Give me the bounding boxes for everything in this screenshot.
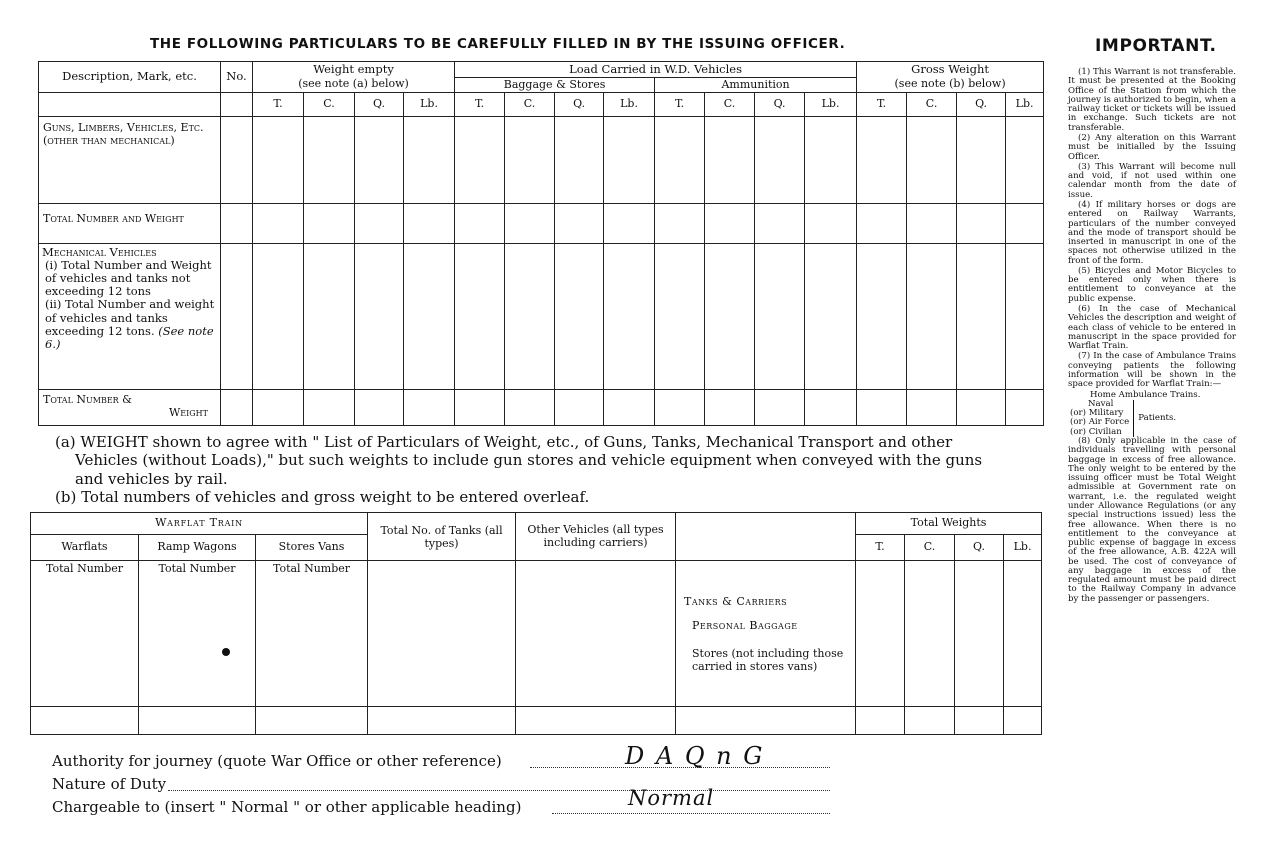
weight-categories: [676, 561, 856, 707]
col-description: Description, Mark, etc.: [39, 62, 221, 93]
unit-t: T.: [655, 93, 705, 117]
total-2-line2: Weight: [168, 406, 208, 420]
unit-q: Q.: [955, 535, 1004, 561]
unit-lb: Lb.: [1006, 93, 1044, 117]
stores-vans-total-label: Total Number: [272, 562, 351, 575]
unit-t: T.: [455, 93, 505, 117]
row-label-total-2: [39, 390, 221, 426]
col-no: No.: [221, 62, 253, 93]
particulars-table: [38, 61, 1044, 426]
authority-handwriting: D A Q n G: [625, 742, 765, 770]
warflats-header: Warflats: [31, 535, 139, 561]
unit-c: C.: [304, 93, 355, 117]
chargeable-label: Chargeable to (insert " Normal " or other applicable heading): [52, 798, 522, 816]
unit-c: C.: [705, 93, 755, 117]
ramp-wagons-header: Ramp Wagons: [139, 535, 256, 561]
note-a-line3: and vehicles by rail.: [75, 469, 228, 488]
unit-q: Q.: [957, 93, 1006, 117]
important-note-2: (2) Any alteration on this Warrant must be initialled by the Issuing Officer.: [1068, 132, 1236, 162]
unit-t: T.: [857, 93, 907, 117]
other-vehicles-header: Other Vehicles (all types including carriers): [516, 513, 676, 561]
important-note-7: (7) In the case of Ambulance Trains conveying patients the following information will be shown in the space provided for Warflat Train:—: [1068, 351, 1236, 390]
unit-lb: Lb.: [404, 93, 455, 117]
form-heading: THE FOLLOWING PARTICULARS TO BE CAREFULLY FILLED IN BY THE ISSUING OFFICER.: [150, 36, 846, 52]
ink-dot: [222, 648, 230, 656]
unit-c: C.: [505, 93, 555, 117]
unit-lb: Lb.: [1004, 535, 1042, 561]
row-label-total-1: Total Number and Weight: [39, 204, 221, 244]
patients-air-force: (or) Air Force: [1070, 417, 1130, 428]
unit-lb: Lb.: [604, 93, 655, 117]
col-weight-empty-note: (see note (a) below): [253, 78, 455, 93]
patients-military: (or) Military: [1070, 408, 1124, 419]
row-label-mechanical: [39, 244, 221, 390]
total-weights-header: Total Weights: [856, 513, 1042, 535]
ramp-wagons-total-label: Total Number: [158, 562, 236, 575]
authority-label: Authority for journey (quote War Office or other reference): [52, 752, 502, 770]
mech-title: Mechanical Vehicles: [42, 245, 157, 259]
col-gross-weight: Gross Weight: [857, 62, 1044, 78]
warflat-train-header: Warflat Train: [31, 513, 368, 535]
note-b: (b) Total numbers of vehicles and gross weight to be entered overleaf.: [55, 487, 590, 506]
unit-lb: Lb.: [805, 93, 857, 117]
total-2-line1: Total Number &: [43, 393, 132, 406]
mech-note: (See note 6.): [45, 323, 214, 351]
duty-line[interactable]: [168, 790, 830, 791]
unit-c: C.: [907, 93, 957, 117]
patients-civilian: (or) Civilian: [1070, 426, 1122, 437]
patients-label: Patients.: [1138, 412, 1177, 423]
note-a-line1: (a) WEIGHT shown to agree with " List of Particulars of Weight, etc., of Guns, Tanks, Mechanical Transport and other: [55, 433, 953, 451]
warflat-table: [30, 512, 1042, 735]
weight-notes: [55, 433, 1045, 506]
cat-stores: Stores (not including those carried in stores vans): [692, 646, 844, 674]
col-ammunition: Ammunition: [655, 78, 857, 93]
unit-q: Q.: [755, 93, 805, 117]
chargeable-line[interactable]: [552, 813, 830, 814]
cat-tanks-carriers: Tanks & Carriers: [684, 595, 788, 608]
note-a-line2: Vehicles (without Loads)," but such weights to include gun stores and vehicle equipment when conveyed with the guns: [75, 451, 983, 470]
stores-vans-header: Stores Vans: [256, 535, 368, 561]
warflats-total-label: Total Number: [45, 562, 124, 575]
ambulance-trains: Home Ambulance Trains.: [1090, 389, 1201, 400]
col-load-carried: Load Carried in W.D. Vehicles: [455, 62, 857, 78]
col-weight-empty: Weight empty: [253, 62, 455, 78]
important-note-1: (1) This Warrant is not transferable. It must be presented at the Booking Office of the Station from which the journey is authorized to begin, when a railway ticket or tickets will be issued in exchange. Such tickets are not transferable.: [1068, 67, 1236, 133]
unit-q: Q.: [355, 93, 404, 117]
important-note-6: (6) In the case of Mechanical Vehicles the description and weight of each class of vehicle to be entered in manuscript in the space provided for Warflat Train.: [1068, 304, 1236, 352]
unit-t: T.: [856, 535, 905, 561]
important-note-5: (5) Bicycles and Motor Bicycles to be entered only when there is entitlement to conveyance at the public expense.: [1068, 265, 1236, 304]
important-note-8: (8) Only applicable in the case of individuals travelling with personal baggage in excess of free allowance. The only weight to be entered by the issuing officer must be Total Weight admissible at Government rate on warrant, i.e. the regulated weight under Allowance Regulations (or any special instructions issued) less the free allowance. When there is no entitlement to the conveyance at public expense of baggage in excess of the free allowance, A.B. 422A will be used. The cost of conveyance of any baggage in excess of the regulated amount must be paid direct to the Railway Company in advance by the passenger or passengers.: [1068, 435, 1236, 604]
unit-c: C.: [905, 535, 955, 561]
important-title: IMPORTANT.: [1095, 36, 1217, 56]
unit-t: T.: [253, 93, 304, 117]
patients-naval: Naval: [1088, 398, 1114, 409]
mech-item-ii: (ii) Total Number and weight of vehicles and tanks exceeding 12 tons.: [45, 297, 215, 338]
important-note-3: (3) This Warrant will become null and void, if not used within one calendar month from the date of issue.: [1068, 161, 1236, 200]
total-tanks-header: Total No. of Tanks (all types): [368, 513, 516, 561]
important-notes: [1068, 68, 1236, 605]
cat-personal-baggage: Personal Baggage: [692, 618, 798, 632]
unit-q: Q.: [555, 93, 604, 117]
row-label-guns: Guns, Limbers, Vehicles, Etc. (other than mechanical): [39, 117, 221, 204]
important-note-4: (4) If military horses or dogs are entered on Railway Warrants, particulars of the number conveyed and the mode of transport should be inserted in manuscript in one of the spaces not otherwise utilized in the front of the form.: [1068, 199, 1236, 266]
duty-label: Nature of Duty: [52, 775, 167, 793]
chargeable-handwriting: Normal: [628, 786, 715, 810]
col-gross-weight-note: (see note (b) below): [857, 78, 1044, 93]
mech-item-i: (i) Total Number and Weight of vehicles and tanks not exceeding 12 tons: [45, 258, 212, 299]
col-baggage: Baggage & Stores: [455, 78, 655, 93]
